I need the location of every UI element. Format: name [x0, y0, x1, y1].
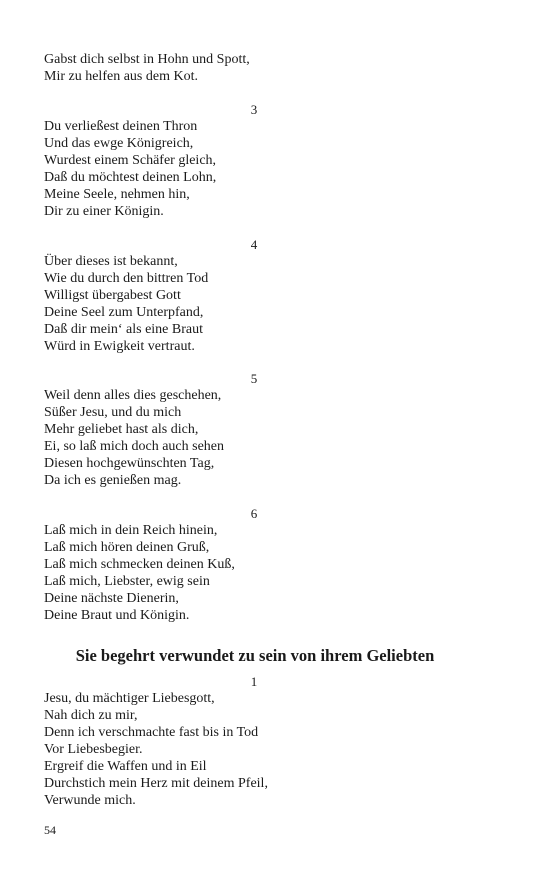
verse-line: Dir zu einer Königin. — [44, 204, 164, 219]
verse-line: Ergreif die Waffen und in Eil — [44, 759, 207, 774]
verse-line: Jesu, du mächtiger Liebesgott, — [44, 691, 215, 706]
verse-line: Daß du möchtest deinen Lohn, — [44, 170, 217, 185]
stanza-number: 1 — [250, 674, 258, 689]
poem2-stanza-1 — [44, 673, 504, 809]
verse-line: Laß mich hören deinen Gruß, — [44, 540, 210, 555]
verse-line: Willigst übergabest Gott — [44, 288, 181, 303]
verse-line: Ei, so laß mich doch auch sehen — [44, 439, 225, 454]
verse-line: Laß mich in dein Reich hinein, — [44, 523, 218, 538]
poem-heading: Sie begehrt verwundet zu sein von ihrem Geliebten — [75, 646, 435, 665]
stanza-number: 3 — [250, 102, 258, 117]
verse-line: Deine Seel zum Unterpfand, — [44, 305, 204, 320]
verse-line: Da ich es genießen mag. — [44, 473, 182, 488]
verse-line: Wurdest einem Schäfer gleich, — [44, 153, 217, 168]
verse-line: Über dieses ist bekannt, — [44, 254, 178, 269]
stanza-number: 5 — [250, 371, 258, 386]
verse-line: Laß mich schmecken deinen Kuß, — [44, 557, 235, 572]
verse-line: Wie du durch den bittren Tod — [44, 271, 209, 286]
verse-line: Und das ewge Königreich, — [44, 136, 194, 151]
verse-line: Durchstich mein Herz mit deinem Pfeil, — [44, 776, 268, 791]
verse-line: Mir zu helfen aus dem Kot. — [44, 69, 198, 84]
stanza-3 — [44, 101, 504, 220]
stanza-number: 6 — [250, 506, 258, 521]
stanza-6 — [44, 505, 504, 624]
verse-line: Deine nächste Dienerin, — [44, 591, 179, 606]
verse-line: Verwunde mich. — [44, 793, 136, 808]
verse-line: Weil denn alles dies geschehen, — [44, 388, 222, 403]
stanza-number: 4 — [250, 237, 258, 252]
stanza-4 — [44, 236, 504, 355]
verse-line: Gabst dich selbst in Hohn und Spott, — [44, 52, 250, 67]
verse-line: Nah dich zu mir, — [44, 708, 138, 723]
verse-line: Deine Braut und Königin. — [44, 608, 190, 623]
verse-line: Denn ich verschmachte fast bis in Tod — [44, 725, 259, 740]
verse-line: Diesen hochgewünschten Tag, — [44, 456, 215, 471]
verse-line: Meine Seele, nehmen hin, — [44, 187, 190, 202]
verse-line: Daß dir mein‘ als eine Braut — [44, 322, 204, 337]
verse-line: Würd in Ewigkeit vertraut. — [44, 339, 195, 354]
verse-line: Süßer Jesu, und du mich — [44, 405, 182, 420]
verse-line: Du verließest deinen Thron — [44, 119, 198, 134]
stanza-5 — [44, 370, 504, 489]
verse-line: Laß mich, Liebster, ewig sein — [44, 574, 210, 589]
page-number: 54 — [44, 823, 56, 837]
verse-line: Mehr geliebet hast als dich, — [44, 422, 199, 437]
stanza-continuation — [44, 51, 504, 85]
verse-line: Vor Liebesbegier. — [44, 742, 143, 757]
